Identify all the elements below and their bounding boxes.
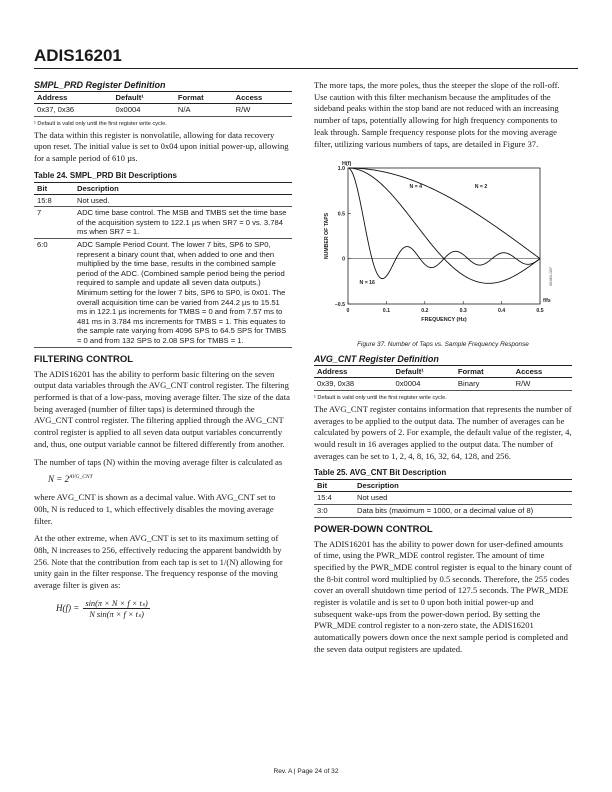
header-rule [34,68,578,69]
avg-cnt-footnote: ¹ Default is valid only until the first register write cycle. [314,394,447,401]
cell-bit: 15:4 [314,492,354,505]
y-tick-label: –0.5 [334,302,345,309]
chart-x-axis-label: FREQUENCY (Hz) [421,317,467,324]
power-down-paragraph: The ADIS16201 has the ability to power down for user-defined amounts of time, using the PWR_MDE control register. The amount of time specified by the PWR_MDE control register is equal to the binary count of the 8-bit control word multiplied by 0.5 seconds. Therefore, the 255 codes cover an overall shutdown time period of 127.5 seconds. The PWR_MDE register is volatile and is set to 0 upon both initial power-up and subsequent wake-ups from the power-down period. By setting the PWR_MDE control register to a non-zero state, the ADIS16201 automatically powers down once the next sample period is completed and the seven data output registers are updated. [314,538,572,654]
cell-address: 0x37, 0x36 [34,104,113,117]
figure-37-caption: Figure 37. Number of Taps vs. Sample Frequency Response [357,341,529,349]
plot-frame [348,168,540,304]
avg-cnt-definition-title: AVG_CNT Register Definition [314,354,572,366]
table-row [34,194,292,207]
smpl-prd-paragraph: The data within this register is nonvolatile, allowing for data recovery upon reset. The initial value is set to 0x04 upon initial power-up, allowing for a sample period of 610 µs. [34,129,289,163]
x-tick-label: 0.4 [497,308,506,315]
table-25 [314,479,572,517]
chart-x-unit-label: f/fs [543,298,551,305]
col-bit: Bit [34,182,74,194]
table-row [34,239,292,348]
x-tick-label: 0.1 [382,308,391,315]
cell-bit: 3:0 [314,504,354,517]
series-line-n16 [348,168,540,279]
formula-denominator: N sin(π × f × tₛ) [89,609,144,619]
table-row [314,378,572,391]
page-footer: Rev. A | Page 24 of 32 [273,768,339,775]
col-format: Format [455,366,513,378]
cell-default: 0x0004 [393,378,455,391]
y-tick-label: 1.0 [337,166,345,173]
table-24-caption: Table 24. SMPL_PRD Bit Descriptions [34,170,177,180]
cell-format: N/A [175,104,233,117]
cell-bit: 15:8 [34,194,74,207]
col-default: Default¹ [393,366,455,378]
cell-bit: 6:0 [34,239,74,348]
table-row [314,492,572,505]
col-format: Format [175,92,233,104]
col-description: Description [354,480,572,492]
cell-access: R/W [233,104,292,117]
chart-y-axis-label: NUMBER OF TAPS [324,213,330,260]
x-tick-label: 0.5 [536,308,544,315]
series-label-n16: N = 16 [359,280,375,287]
taps-formula [48,474,292,484]
right-paragraph-2: The AVG_CNT register contains information that represents the number of averages to be applied to the output data. The number of averages can be calculated by powers of 2. For example, the default value of the register, 4, would result in 16 averages applied to the output data. The number of averages can be set to 1, 2, 4, 8, 16, 32, 64, 128, and 256. [314,403,572,461]
smpl-prd-definition-table [34,92,292,117]
filtering-paragraph-1: The ADIS16201 has the ability to perform basic filtering on the seven output data variables through the AVG_CNT control register. The filtering performed is that of a low-pass, moving average filter. The size of the data being averaged (number of filter taps) is determined through the AVG_CNT control register. The filtering applied through the AVG_CNT control register is applied to all seven data output variables concurrently and, thus, one output variable cannot be filtered differently from another. [34,368,290,449]
left-column [34,80,292,627]
table-row [34,207,292,239]
cell-description: Data bits (maximum = 1000, or a decimal value of 8) [354,504,572,517]
col-access: Access [513,366,572,378]
cell-description: ADC Sample Period Count. The lower 7 bits, SP6 to SP0, represent a binary count that, when added to one and then multiplied by the time base, results in the combined sample period of the ADC. (Combined sample period being the period required to sample and update all seven data outputs.) Minimum setting for the lower 7 bits, SP6 to SP0, is 0x01. The overall acquisition time can be varied from 244.2 µs to 15.51 ms in 122.1 µs increments for TMBS = 0 and from 7.57 ms to 481 ms in 3.784 ms increments for TMBS = 1. This equates to the sample rate varying from 4096 SPS to 64.5 SPS for TMBS = 0 and from 132 SPS to 2.08 SPS for TMBS = 1. [74,239,292,348]
col-address: Address [34,92,113,104]
cell-address: 0x39, 0x38 [314,378,393,391]
figure-code: 05461-037 [548,267,553,287]
formula-lhs: H(f) = [56,603,80,614]
table-row [34,104,292,117]
right-paragraph-1: The more taps, the more poles, thus the steeper the slope of the roll-off. Use caution with this filter mechanism because the amplitudes of the sideband peaks within the stop band are not reduced with an increasing number of taps, potentially allowing for high frequency components to leak through. Sample frequency response plots for the moving average filter, utilizing various numbers of taps, are detailed in Figure 37. [314,80,560,149]
cell-bit: 7 [34,207,74,239]
cell-description: Not used [354,492,572,505]
smpl-prd-footnote: ¹ Default is valid only until the first register write cycle. [34,120,167,127]
col-bit: Bit [314,480,354,492]
cell-default: 0x0004 [113,104,175,117]
smpl-prd-definition-title: SMPL_PRD Register Definition [34,80,292,92]
taps-formula-exponent: AVG_CNT [69,474,93,481]
y-tick-label: 0 [342,256,345,263]
formula-numerator: sin(π × N × f × tₛ) [85,598,148,608]
filtering-paragraph-3: where AVG_CNT is shown as a decimal value. With AVG_CNT set to 00h, N is reduced to 1, which effectively disables the moving average filter. [34,492,276,526]
taps-formula-base: N = 2 [48,474,70,485]
series-label-n4: N = 4 [409,184,422,191]
series-label-n2: N = 2 [474,184,488,191]
filtering-paragraph-2: The number of taps (N) within the moving average filter is calculated as [34,456,283,467]
table-25-caption: Table 25. AVG_CNT Bit Description [314,468,447,478]
chart-y-top-label: H(f) [342,161,352,168]
cell-description: ADC time base control. The MSB and TMBS set the time base of the acquisition system to 122.1 µs when SR7 = 0 vs. 3.784 ms when SR7 = 1. [74,207,292,239]
power-down-heading: POWER-DOWN CONTROL [314,523,433,535]
col-default: Default¹ [113,92,175,104]
x-tick-label: 0.2 [421,308,429,315]
chart-svg [314,156,572,339]
col-access: Access [233,92,292,104]
page-header-title: ADIS16201 [34,46,122,65]
formula-fraction [83,598,149,619]
x-tick-label: 0.3 [459,308,467,315]
col-address: Address [314,366,393,378]
frequency-response-formula [56,598,292,619]
cell-description: Not used. [74,194,292,207]
x-tick-label: 0 [346,308,350,315]
right-column [314,80,572,662]
series-line-n2 [348,168,540,259]
series-line-n4 [348,168,540,283]
y-tick-label: 0.5 [337,211,345,218]
filtering-paragraph-4: At the other extreme, when AVG_CNT is set to its maximum setting of 08h, N increases to 256, effectively reducing the apparent bandwidth by 256. Note that the contribution from each tap is set to 1/(N) allowing for unity gain in the filter response. The frequency response of the moving average filter is given as: [34,533,283,591]
cell-format: Binary [455,378,513,391]
filtering-control-heading: FILTERING CONTROL [34,353,134,365]
table-row [314,504,572,517]
cell-access: R/W [513,378,572,391]
avg-cnt-definition-table [314,366,572,391]
figure-37-chart [314,156,572,339]
col-description: Description [74,182,292,194]
table-24 [34,182,292,348]
